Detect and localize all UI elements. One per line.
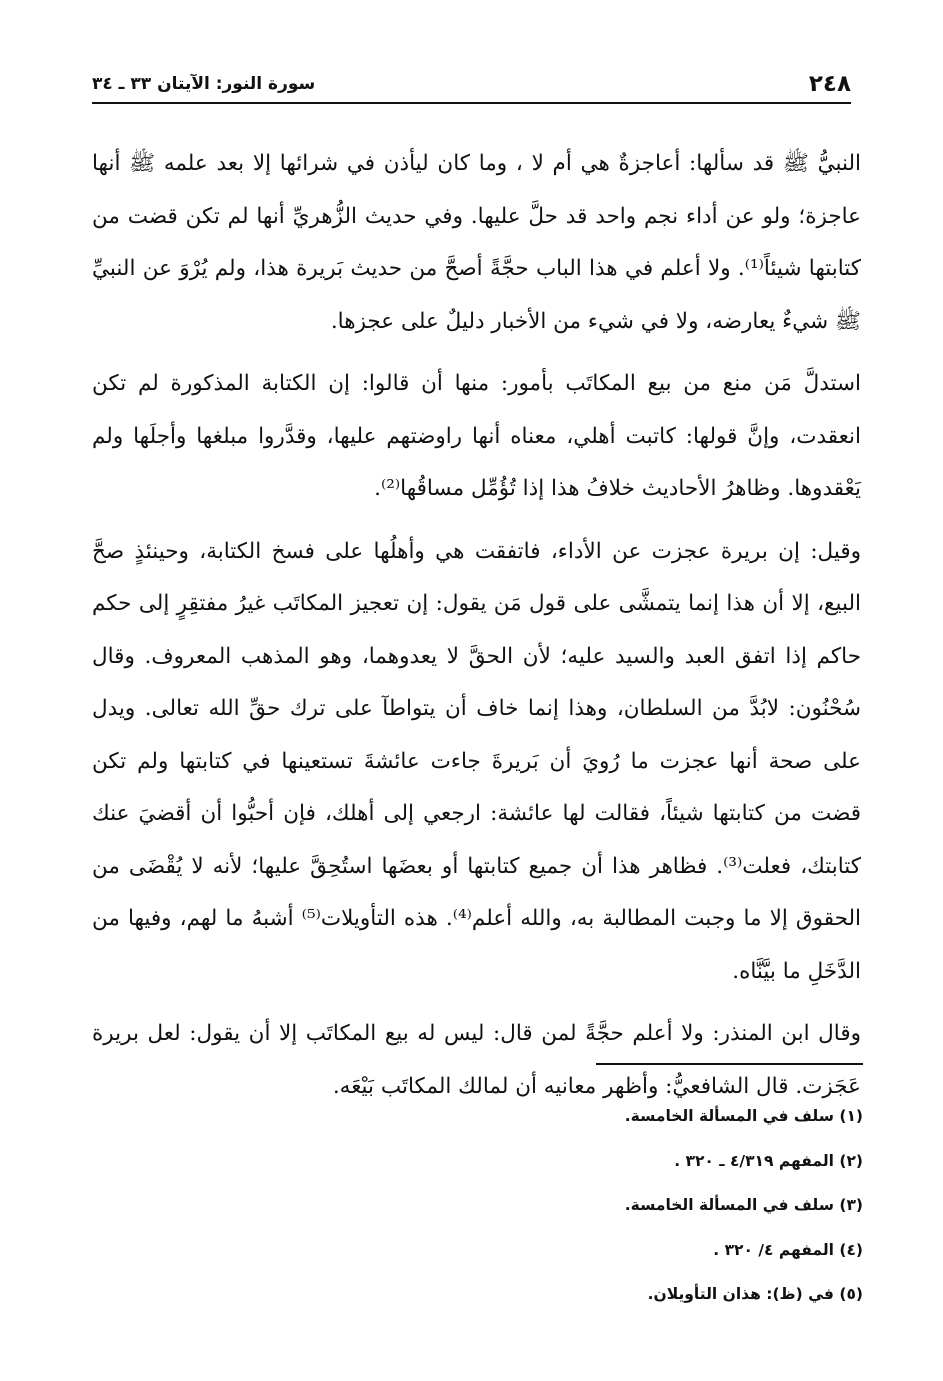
paragraph-4: وقال ابن المنذر: ولا أعلم حجَّةً لمن قال: ليس له بيع المكاتَب إلا أن يقول: لعل بريرة عَجَزت. قال الشافعيُّ: وأظهر معانيه أن لمالك المكاتَب بَيْعَه. xyxy=(92,1021,861,1099)
running-header xyxy=(92,66,851,104)
surah-reference: سورة النور: الآيتان ٣٣ ـ ٣٤ xyxy=(92,74,316,94)
footnote-1: (١) سلف في المسألة الخامسة. xyxy=(624,1107,863,1125)
footnote-divider xyxy=(596,1063,863,1065)
paragraph-3: وقيل: إن بريرة عجزت عن الأداء، فاتفقت هي وأهلُها على فسخ الكتابة، وحينئذٍ صحَّ البيع، إلا أن هذا إنما يتمشَّى على قول مَن يقول: إن تعجيز المكاتَب غيرُ مفتقِرٍ إلى حكم حاكم إذا اتفق العبد والسيد عليه؛ لأن الحقَّ لا يعدوهما، وهو المذهب المعروف. وقال سُحْنُون: لابُدَّ من السلطان، وهذا إنما خاف أن يتواطآ على ترك حقِّ الله تعالى. ويدل على صحة أنها عجزت ما رُويَ أن بَريرةَ جاءت عائشةَ تستعينها في كتابتها ولم تكن قضت من كتابتها شيئاً، فقالت لها عائشة: ارجعي إلى أهلك، فإن أحبُّوا أن أقضيَ عنك كتابتك، فعلت⁽³⁾. فظاهر هذا أن جميع كتابتها أو بعضَها استُحِقَّ عليها؛ لأنه لا يُقْضَى من الحقوق إلا ما وجبت المطالبة به، والله أعلم⁽⁴⁾. هذه التأويلات⁽⁵⁾ أشبهُ ما لهم، وفيها من الدَّخَلِ ما بيَّنَّاه. xyxy=(92,538,862,984)
main-text xyxy=(92,138,861,1123)
paragraph-1: النبيُّ ﷺ قد سألها: أعاجزةٌ هي أم لا ، وما كان ليأذن في شرائها إلا بعد علمه ﷺ أنها عاجزة؛ ولو عن أداء نجم واحد قد حلَّ عليها. وفي حديث الزُّهريِّ أنها لم تكن قضت من كتابتها شيئاً⁽¹⁾. ولا أعلم في هذا الباب حجَّةً أصحَّ من حديث بَريرة هذا، ولم يُرْوَ عن النبيِّ ﷺ شيءٌ يعارضه، ولا في شيء من الأخبار دليلٌ على عجزها. xyxy=(92,151,861,334)
footnotes xyxy=(92,1094,863,1317)
footnote-4: (٤) المفهم ٤/ ٣٢٠ . xyxy=(713,1240,863,1259)
paragraph-2: استدلَّ مَن منع من بيع المكاتَب بأمور: منها أن قالوا: إن الكتابة المذكورة لم تكن انعقدت، وإنَّ قولها: كاتبت أهلي، معناه أنها راوضتهم عليها، وقدَّروا مبلغها وأجلَها ولم يَعْقدوها. وظاهرُ الأحاديث خلافُ هذا إذا تُؤُمِّل مساقُها⁽²⁾. xyxy=(92,371,861,501)
footnote-2: (٢) المفهم ٤/٣١٩ ـ ٣٢٠ . xyxy=(674,1151,863,1170)
footnote-3: (٣) سلف في المسألة الخامسة. xyxy=(624,1196,863,1214)
page-number: ٢٤٨ xyxy=(808,71,851,97)
footnote-5: (٥) في (ظ): هذان التأويلان. xyxy=(647,1285,863,1303)
